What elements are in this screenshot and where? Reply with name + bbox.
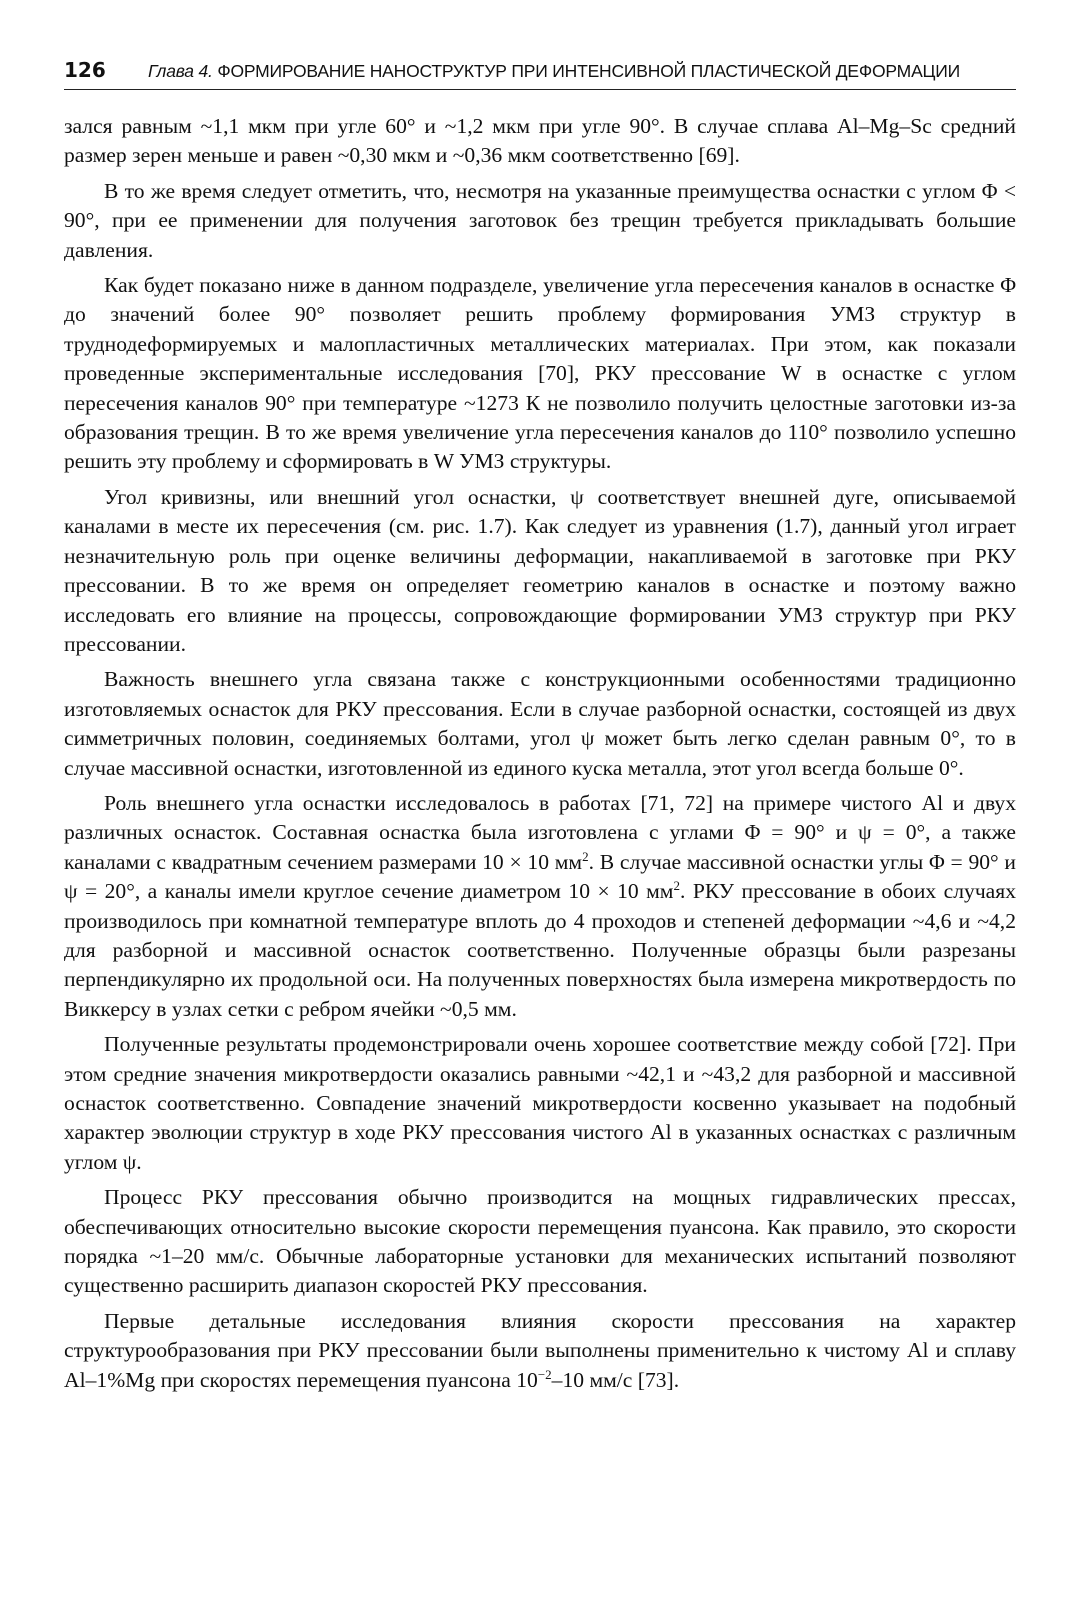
paragraph: Угол кривизны, или внешний угол оснастки, ψ соответствует внешней дуге, описываемой каналами в месте их пересечения (см. рис. 1.7). Как следует из уравнения (1.7), данный угол играет незначительную роль при оценке величины деформации, накапливаемой в заготовке при РКУ прессовании. В то же время он определяет геометрию каналов в оснастке и поэтому важно исследовать его влияние на процессы, сопровождающие формировании УМЗ структур при РКУ прессовании. [64, 484, 1016, 656]
page-number: 126 [64, 58, 106, 82]
paragraph: зался равным ~1,1 мкм при угле 60° и ~1,2 мкм при угле 90°. В случае сплава Al–Mg–Sc средний размер зерен меньше и равен ~0,30 мкм и ~0,36 мкм соответственно [69]. [64, 114, 1016, 168]
superscript: 2 [582, 848, 589, 864]
paragraph: Как будет показано ниже в данном подразделе, увеличение угла пересечения каналов в оснастке Φ до значений более 90° позволяет решить проблему формирования УМЗ структур в труднодеформируемых и малопластичных металлических материалах. При этом, как показали проведенные экспериментальные исследования [70], РКУ прессование W в оснастке с углом пересечения каналов 90° при температуре ~1273 К не позволило получить целостные заготовки из-за образования трещин. В то же время увеличение угла пересечения каналов до 110° позволило успешно решить эту проблему и сформировать в W УМЗ структуры. [64, 273, 1016, 474]
paragraph-text: . В случае массивной оснастки углы Φ = 90° и ψ = 20°, а каналы имели круглое сечение диаметром 10 × 10 мм [64, 849, 1016, 904]
superscript: 2 [673, 877, 680, 893]
superscript: −2 [537, 1366, 552, 1382]
paragraph-text: –10 мм/с [73]. [551, 1367, 680, 1392]
paragraph-text: . РКУ прессование в обоих случаях производилось при комнатной температуре вплоть до 4 проходов и степеней деформации ~4,6 и ~4,2 для разборной и массивной оснасток соответственно. Полученные образцы были разрезаны перпендикулярно их продольной оси. На полученных поверхностях была измерена микротвердость по Виккерсу в узлах сетки с ребром ячейки ~0,5 мм. [64, 879, 1016, 1021]
paragraph: Полученные результаты продемонстрировали очень хорошее соответствие между собой [72]. При этом средние значения микротвердости оказались равными ~42,1 и ~43,2 для разборной и массивной оснасток соответственно. Совпадение значений микротвердости косвенно указывает на подобный характер эволюции структур в ходе РКУ прессования чистого Al в указанных оснастках с различным углом ψ. [64, 1032, 1016, 1174]
chapter-label: Глава 4. [148, 61, 213, 81]
paragraph-text: Роль внешнего угла оснастки исследовалось в работах [71, 72] на примере чистого Al и двух различных оснасток. Составная оснастка была изготовлена с углами Φ = 90° и ψ = 0°, а также каналами с квадратным сечением размерами 10 × 10 мм [64, 790, 1016, 874]
body-text [64, 112, 1016, 1401]
paragraph [64, 1307, 1016, 1395]
paragraph: Процесс РКУ прессования обычно производится на мощных гидравлических прессах, обеспечивающих относительно высокие скорости перемещения пуансона. Как правило, это скорости порядка ~1–20 мм/с. Обычные лабораторные установки для механических испытаний позволяют существенно расширить диапазон скоростей РКУ прессования. [64, 1185, 1016, 1298]
chapter-title [148, 61, 960, 82]
chapter-title-text: ФОРМИРОВАНИЕ НАНОСТРУКТУР ПРИ ИНТЕНСИВНОЙ ПЛАСТИЧЕСКОЙ ДЕФОРМАЦИИ [217, 61, 961, 81]
paragraph [64, 789, 1016, 1024]
running-head [64, 58, 1016, 90]
paragraph-text: Первые детальные исследования влияния скорости прессования на характер структурообразования при РКУ прессовании были выполнены применительно к чистому Al и сплаву Al–1%Mg при скоростях перемещения пуансона 10 [64, 1308, 1016, 1392]
paragraph: В то же время следует отметить, что, несмотря на указанные преимущества оснастки с углом Φ < 90°, при ее применении для получения заготовок без трещин требуется прикладывать большие давления. [64, 178, 1016, 262]
paragraph: Важность внешнего угла связана также с конструкционными особенностями традиционно изготовляемых оснасток для РКУ прессования. Если в случае разборной оснастки, состоящей из двух симметричных половин, соединяемых болтами, угол ψ может быть легко сделан равным 0°, то в случае массивной оснастки, изготовленной из единого куска металла, этот угол всегда больше 0°. [64, 667, 1016, 780]
